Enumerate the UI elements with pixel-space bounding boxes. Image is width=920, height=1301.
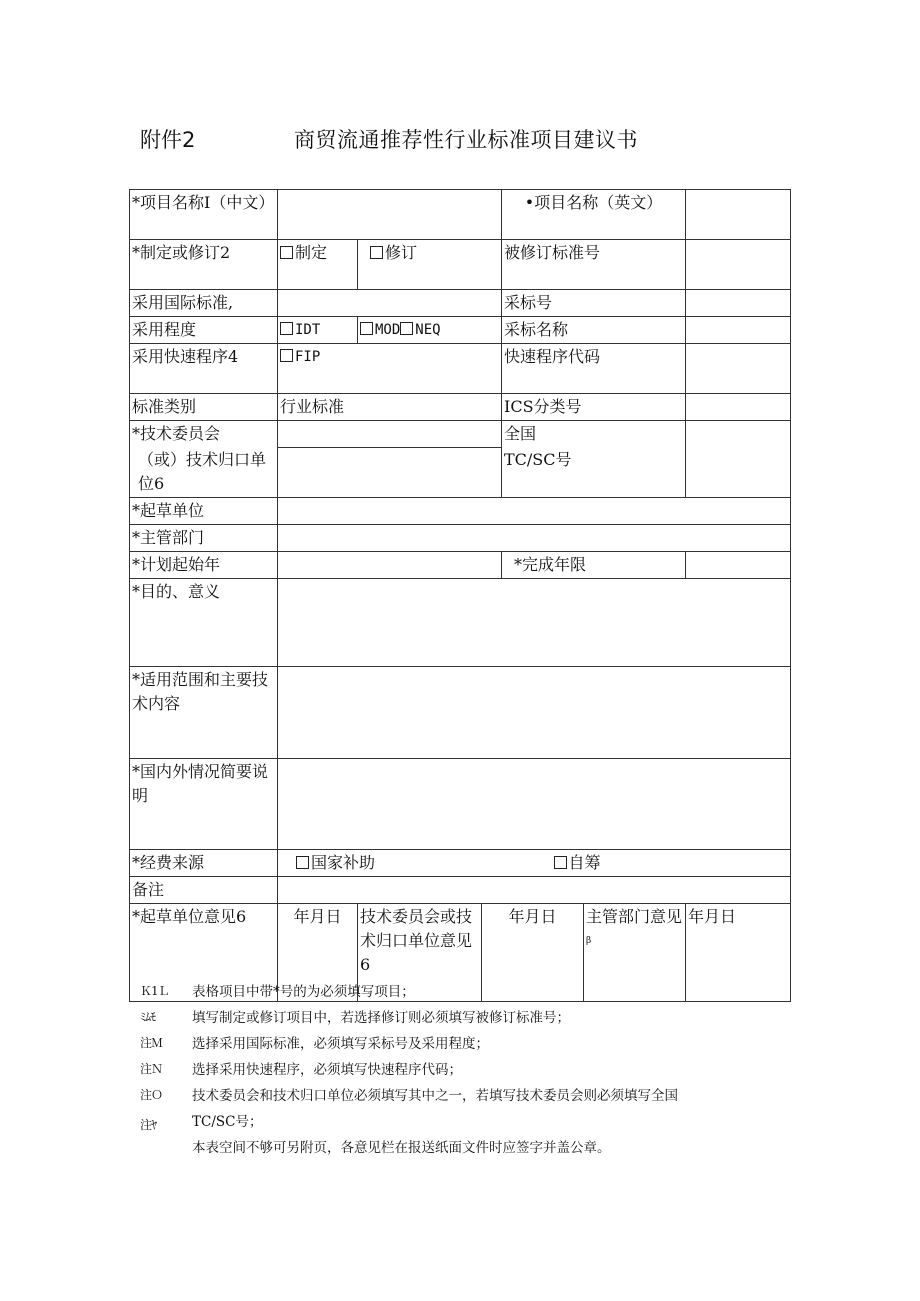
- label-deadline: *完成年限: [502, 552, 686, 579]
- input-name-cn[interactable]: [278, 190, 502, 240]
- input-committee[interactable]: [278, 421, 502, 448]
- input-dept[interactable]: [278, 525, 791, 552]
- option-make[interactable]: [278, 240, 358, 290]
- label-drafter: *起草单位: [130, 498, 278, 525]
- option-subsidy-label: 国家补助: [311, 853, 376, 872]
- label-name-en: •项目名称（英文）: [502, 190, 686, 240]
- input-fast-code[interactable]: [686, 344, 791, 394]
- option-self-label: 自筹: [568, 853, 601, 872]
- note-6: 本表空间不够可另附页，各意见栏在报送纸面文件时应签字并盖公章。: [192, 1140, 611, 1156]
- note-3: 选择采用国际标准，必须填写采标号及采用程度；: [192, 1036, 489, 1052]
- input-name-en[interactable]: [686, 190, 791, 240]
- label-revise: *制定或修订2: [130, 240, 278, 290]
- label-std-no: 采标号: [502, 290, 686, 317]
- option-fip-label: FIP: [295, 349, 321, 365]
- input-drafter[interactable]: [278, 498, 791, 525]
- label-dept-opinion: 主管部门意见$^\beta$: [584, 904, 686, 1002]
- checkbox-idt[interactable]: [280, 322, 293, 335]
- label-committee-opinion: 技术委员会或技术归口单位意见6: [358, 904, 482, 1002]
- label-std-name: 采标名称: [502, 317, 686, 344]
- footnote-marker: β: [586, 936, 592, 946]
- attachment-label: 附件2: [140, 128, 196, 152]
- input-ics[interactable]: [686, 394, 791, 421]
- input-intl-std[interactable]: [278, 290, 502, 317]
- option-mod-neq[interactable]: [358, 317, 502, 344]
- note-5: 技术委员会和技术归口单位必须填写其中之一，若填写技术委员会则必须填写全国: [192, 1088, 678, 1104]
- date-drafter-opinion[interactable]: 年月日: [278, 904, 358, 1002]
- page-title: 商贸流通推荐性行业标准项目建议书: [294, 128, 638, 152]
- input-remarks[interactable]: [278, 877, 791, 904]
- label-start-year: *计划起始年: [130, 552, 278, 579]
- input-std-name[interactable]: [686, 317, 791, 344]
- label-revised-std: 被修订标准号: [502, 240, 686, 290]
- checkbox-mod[interactable]: [360, 322, 373, 335]
- label-committee-2: （或）技术归口单位6: [130, 447, 278, 498]
- input-tcsc[interactable]: [686, 421, 791, 498]
- label-fast: 采用快速程序4: [130, 344, 278, 394]
- note-5b: TC/SC号；: [192, 1114, 263, 1130]
- value-category[interactable]: 行业标准: [278, 394, 502, 421]
- label-situation: *国内外情况简要说明: [130, 759, 278, 850]
- checkbox-self[interactable]: [554, 856, 567, 869]
- option-make-label: 制定: [295, 243, 328, 262]
- input-deadline[interactable]: [686, 552, 791, 579]
- input-committee-unit[interactable]: [278, 447, 502, 498]
- header: [0, 124, 920, 154]
- input-situation[interactable]: [278, 759, 791, 850]
- option-neq-label: NEQ: [415, 322, 441, 338]
- option-self[interactable]: [502, 850, 791, 877]
- option-mod-label: MOD: [375, 322, 401, 338]
- label-fast-code: 快速程序代码: [502, 344, 686, 394]
- option-idt-label: IDT: [295, 322, 321, 338]
- checkbox-make[interactable]: [280, 246, 293, 259]
- checkbox-revise[interactable]: [370, 246, 383, 259]
- label-drafter-opinion: *起草单位意见6: [130, 904, 278, 1002]
- input-purpose[interactable]: [278, 579, 791, 667]
- checkbox-fip[interactable]: [280, 349, 293, 362]
- label-tcsc-2: TC/SC号: [502, 447, 686, 498]
- option-revise[interactable]: [358, 240, 502, 290]
- checkbox-neq[interactable]: [400, 322, 413, 335]
- label-remarks: 备注: [130, 877, 278, 904]
- note-4: 选择采用快速程序，必须填写快速程序代码；: [192, 1062, 462, 1078]
- label-ics: ICS分类号: [502, 394, 686, 421]
- proposal-form-table: [129, 189, 791, 1002]
- garbled-note-numbers: Ｋ1Ｌ ﾐﾑﾓ 注Ｍ 注Ｎ 注Ｏ 注ﾔ: [140, 984, 169, 1132]
- option-idt[interactable]: [278, 317, 358, 344]
- label-category: 标准类别: [130, 394, 278, 421]
- note-2: 填写制定或修订项目中，若选择修订则必须填写被修订标准号；: [192, 1010, 570, 1026]
- date-committee-opinion[interactable]: 年月日: [482, 904, 584, 1002]
- input-revised-std[interactable]: [686, 240, 791, 290]
- option-fip[interactable]: [278, 344, 502, 394]
- note-1: 表格项目中带*号的为必须填写项目；: [192, 984, 415, 1000]
- label-scope: *适用范围和主要技术内容: [130, 667, 278, 759]
- option-revise-label: 修订: [385, 243, 418, 262]
- label-purpose: *目的、意义: [130, 579, 278, 667]
- label-dept: *主管部门: [130, 525, 278, 552]
- date-dept-opinion[interactable]: 年月日: [686, 904, 791, 1002]
- label-degree: 采用程度: [130, 317, 278, 344]
- label-committee-1: *技术委员会: [130, 421, 278, 448]
- label-intl-std: 采用国际标准,: [130, 290, 278, 317]
- input-start-year[interactable]: [278, 552, 502, 579]
- input-scope[interactable]: [278, 667, 791, 759]
- option-subsidy[interactable]: [278, 850, 502, 877]
- checkbox-subsidy[interactable]: [296, 856, 309, 869]
- input-std-no[interactable]: [686, 290, 791, 317]
- label-name-cn: *项目名称I（中文）: [130, 190, 278, 240]
- label-tcsc-1: 全国: [502, 421, 686, 448]
- label-funding: *经费来源: [130, 850, 278, 877]
